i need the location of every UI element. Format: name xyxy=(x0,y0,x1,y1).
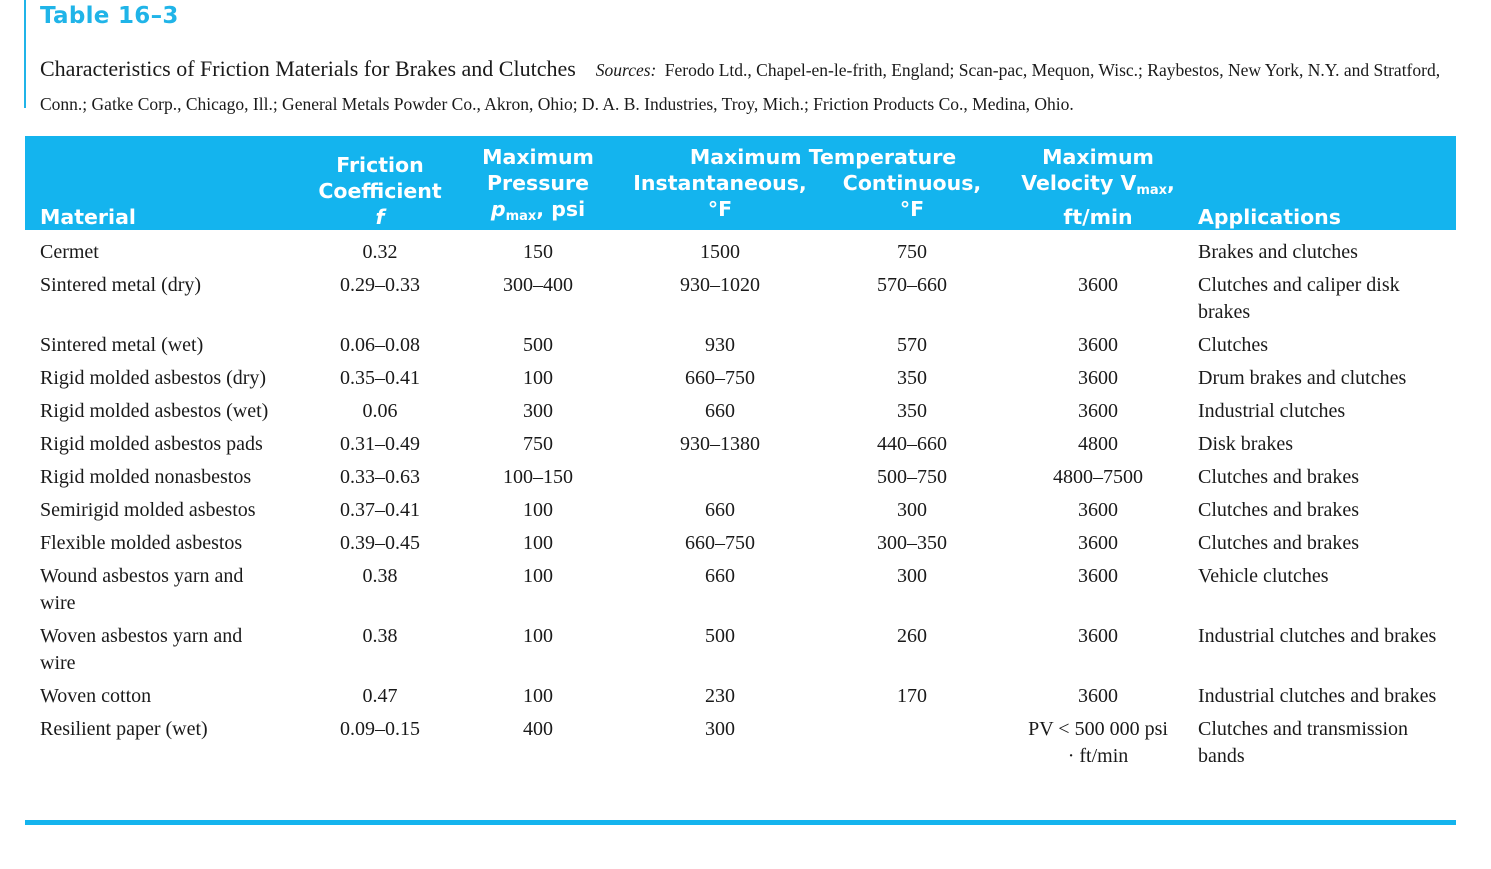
table-row xyxy=(25,230,1456,272)
cell-friction-text: 0.09–0.15 xyxy=(340,718,420,740)
friction-materials-table xyxy=(25,136,1456,776)
cell-velocity-text: 3600 xyxy=(1078,625,1119,647)
cell-friction-text: 0.33–0.63 xyxy=(340,466,420,488)
header-velocity xyxy=(1015,136,1181,230)
table-row xyxy=(25,272,1456,332)
cell-velocity-text: 3600 xyxy=(1078,565,1119,587)
cell-temp-instantaneous-text: 1500 xyxy=(700,241,740,263)
cell-application-text: Drum brakes and clutches xyxy=(1198,367,1407,389)
table-row xyxy=(25,530,1456,563)
cell-pressure-text: 500 xyxy=(523,334,553,356)
table-row xyxy=(25,623,1456,683)
cell-temp-continuous xyxy=(809,716,1015,776)
cell-application xyxy=(1181,530,1456,563)
cell-velocity xyxy=(1015,398,1181,431)
cell-application xyxy=(1181,683,1456,716)
header-temperature-group: Maximum Temperature xyxy=(631,136,1015,170)
cell-temp-continuous xyxy=(809,464,1015,497)
cell-application-text: Clutches and transmission bands xyxy=(1198,718,1408,767)
cell-friction-text: 0.06 xyxy=(362,400,398,422)
cell-pressure xyxy=(445,365,631,398)
cell-application-text: Clutches and brakes xyxy=(1198,466,1360,488)
cell-friction xyxy=(315,530,445,563)
cell-material xyxy=(25,716,315,776)
header-pressure-line2: Pressure xyxy=(486,171,590,195)
cell-pressure-text: 100 xyxy=(523,625,553,647)
header-velocity-unit: ft/min xyxy=(1063,205,1133,229)
cell-application-text: Industrial clutches xyxy=(1198,400,1346,422)
header-pressure-sub: max xyxy=(505,209,537,224)
cell-temp-instantaneous xyxy=(631,431,809,464)
table-row xyxy=(25,497,1456,530)
header-temp-continuous xyxy=(809,170,1015,230)
cell-temp-continuous xyxy=(809,683,1015,716)
cell-material xyxy=(25,530,315,563)
cell-application xyxy=(1181,563,1456,623)
header-friction-symbol: f xyxy=(375,205,385,229)
cell-temp-continuous xyxy=(809,230,1015,272)
cell-friction xyxy=(315,464,445,497)
cell-temp-continuous xyxy=(809,497,1015,530)
cell-temp-instantaneous xyxy=(631,497,809,530)
cell-temp-instantaneous-text: 660–750 xyxy=(685,367,755,389)
cell-pressure-text: 300 xyxy=(523,400,553,422)
cell-temp-instantaneous-text: 660 xyxy=(705,400,735,422)
cell-velocity-text: 3600 xyxy=(1078,400,1119,422)
cell-velocity xyxy=(1015,530,1181,563)
cell-friction-text: 0.38 xyxy=(362,565,398,587)
header-friction-line1: Friction xyxy=(336,153,424,177)
cell-temp-continuous xyxy=(809,332,1015,365)
header-pressure xyxy=(445,136,631,230)
cell-material xyxy=(25,230,315,272)
cell-temp-instantaneous-text: 930 xyxy=(705,334,735,356)
cell-temp-instantaneous xyxy=(631,365,809,398)
cell-temp-continuous-text: 300–350 xyxy=(877,532,947,554)
cell-friction-text: 0.29–0.33 xyxy=(340,274,420,296)
cell-application-text: Industrial clutches and brakes xyxy=(1198,685,1437,707)
cell-temp-instantaneous xyxy=(631,623,809,683)
cell-pressure xyxy=(445,272,631,332)
cell-friction xyxy=(315,497,445,530)
cell-friction xyxy=(315,431,445,464)
cell-temp-continuous xyxy=(809,398,1015,431)
table-row xyxy=(25,332,1456,365)
cell-material-text: Rigid molded nonasbestos xyxy=(40,466,252,488)
cell-temp-instantaneous xyxy=(631,272,809,332)
caption-sources-label: Sources: xyxy=(595,60,657,80)
cell-temp-instantaneous-text: 660 xyxy=(705,565,735,587)
cell-temp-instantaneous xyxy=(631,230,809,272)
cell-temp-continuous-text: 300 xyxy=(897,499,927,521)
cell-pressure xyxy=(445,530,631,563)
header-velocity-comma: , xyxy=(1167,171,1175,195)
cell-material-text: Cermet xyxy=(40,241,99,263)
cell-velocity xyxy=(1015,272,1181,332)
table-row xyxy=(25,716,1456,776)
cell-friction-text: 0.35–0.41 xyxy=(340,367,420,389)
cell-temp-continuous-text: 350 xyxy=(897,400,927,422)
cell-friction-text: 0.37–0.41 xyxy=(340,499,420,521)
cell-friction-text: 0.39–0.45 xyxy=(340,532,420,554)
cell-friction xyxy=(315,623,445,683)
cell-material-text: Sintered metal (wet) xyxy=(40,334,204,356)
cell-pressure-text: 100 xyxy=(523,499,553,521)
cell-material xyxy=(25,272,315,332)
cell-temp-instantaneous xyxy=(631,464,809,497)
cell-pressure-text: 100 xyxy=(523,532,553,554)
cell-pressure xyxy=(445,230,631,272)
cell-temp-instantaneous-text: 300 xyxy=(705,718,735,740)
cell-temp-instantaneous-text: 500 xyxy=(705,625,735,647)
cell-temp-continuous-text: 570–660 xyxy=(877,274,947,296)
header-material: Material xyxy=(25,136,315,230)
cell-velocity xyxy=(1015,716,1181,776)
cell-temp-continuous-text: 570 xyxy=(897,334,927,356)
cell-velocity xyxy=(1015,464,1181,497)
cell-application-text: Vehicle clutches xyxy=(1198,565,1329,587)
cell-velocity-text: 3600 xyxy=(1078,334,1119,356)
cell-application xyxy=(1181,365,1456,398)
cell-material xyxy=(25,398,315,431)
header-pressure-line3 xyxy=(445,196,631,230)
cell-velocity xyxy=(1015,497,1181,530)
table-body xyxy=(25,230,1456,776)
cell-application xyxy=(1181,464,1456,497)
cell-application-text: Disk brakes xyxy=(1198,433,1293,455)
header-velocity-label: Velocity V xyxy=(1021,171,1137,195)
header-velocity-sub: max xyxy=(1136,183,1168,198)
cell-friction xyxy=(315,716,445,776)
cell-temp-continuous xyxy=(809,530,1015,563)
cell-application-text: Clutches xyxy=(1198,334,1269,356)
cell-material xyxy=(25,563,315,623)
header-pressure-unit: , psi xyxy=(536,197,586,221)
header-temp-inst-unit: °F xyxy=(707,197,733,221)
cell-friction-text: 0.47 xyxy=(362,685,398,707)
cell-velocity-text: 3600 xyxy=(1078,532,1119,554)
cell-application xyxy=(1181,497,1456,530)
table-header xyxy=(25,136,1456,230)
cell-temp-instantaneous-text: 930–1020 xyxy=(680,274,760,296)
cell-temp-continuous-text: 440–660 xyxy=(877,433,947,455)
cell-material-text: Rigid molded asbestos (wet) xyxy=(40,400,269,422)
cell-velocity-text: 3600 xyxy=(1078,499,1119,521)
cell-friction-text: 0.38 xyxy=(362,625,398,647)
cell-temp-instantaneous xyxy=(631,563,809,623)
cell-pressure-text: 100 xyxy=(523,367,553,389)
cell-friction-text: 0.06–0.08 xyxy=(340,334,420,356)
cell-temp-continuous xyxy=(809,365,1015,398)
cell-material xyxy=(25,623,315,683)
cell-pressure-text: 750 xyxy=(523,433,553,455)
table-row xyxy=(25,563,1456,623)
cell-application xyxy=(1181,431,1456,464)
cell-material xyxy=(25,365,315,398)
header-pressure-line1: Maximum xyxy=(482,145,594,169)
table-row xyxy=(25,464,1456,497)
cell-pressure-text: 100–150 xyxy=(503,466,573,488)
cell-temp-continuous-text: 170 xyxy=(897,685,927,707)
cell-temp-instantaneous xyxy=(631,398,809,431)
header-temp-cont-label: Continuous, xyxy=(842,171,982,195)
cell-temp-continuous xyxy=(809,563,1015,623)
cell-friction xyxy=(315,563,445,623)
table-caption xyxy=(40,52,1460,121)
cell-temp-continuous xyxy=(809,623,1015,683)
cell-material-text: Rigid molded asbestos (dry) xyxy=(40,367,267,389)
cell-application xyxy=(1181,272,1456,332)
cell-material-text: Semirigid molded asbestos xyxy=(40,499,256,521)
cell-friction xyxy=(315,398,445,431)
cell-pressure xyxy=(445,716,631,776)
cell-material xyxy=(25,431,315,464)
cell-temp-continuous-text: 300 xyxy=(897,565,927,587)
cell-application-text: Clutches and caliper disk brakes xyxy=(1198,274,1400,323)
cell-temp-instantaneous-text: 930–1380 xyxy=(680,433,760,455)
cell-temp-instantaneous xyxy=(631,683,809,716)
cell-pressure-text: 100 xyxy=(523,685,553,707)
header-temp-inst-label: Instantaneous, xyxy=(633,171,807,195)
header-applications: Applications xyxy=(1181,136,1456,230)
cell-pressure-text: 150 xyxy=(523,241,553,263)
cell-temp-continuous-text: 260 xyxy=(897,625,927,647)
cell-velocity xyxy=(1015,365,1181,398)
cell-velocity-text: 4800 xyxy=(1078,433,1119,455)
cell-velocity xyxy=(1015,683,1181,716)
cell-friction-text: 0.32 xyxy=(362,241,398,263)
cell-friction xyxy=(315,230,445,272)
header-pressure-symbol: p xyxy=(490,197,506,221)
cell-application-text: Brakes and clutches xyxy=(1198,241,1358,263)
cell-temp-instantaneous xyxy=(631,716,809,776)
cell-friction-text: 0.31–0.49 xyxy=(340,433,420,455)
cell-material-text: Woven cotton xyxy=(40,685,152,707)
cell-pressure-text: 100 xyxy=(523,565,553,587)
cell-material xyxy=(25,683,315,716)
header-velocity-line1: Maximum xyxy=(1042,145,1154,169)
cell-pressure xyxy=(445,623,631,683)
header-friction-line2: Coefficient xyxy=(318,179,442,203)
cell-temp-continuous xyxy=(809,272,1015,332)
cell-pressure xyxy=(445,497,631,530)
cell-pressure xyxy=(445,398,631,431)
cell-temp-instantaneous-text: 660–750 xyxy=(685,532,755,554)
cell-velocity-text: 4800–7500 xyxy=(1053,466,1144,488)
cell-pressure xyxy=(445,683,631,716)
cell-temp-continuous-text: 750 xyxy=(897,241,927,263)
cell-temp-instantaneous xyxy=(631,332,809,365)
cell-application xyxy=(1181,230,1456,272)
cell-temp-continuous-text: 350 xyxy=(897,367,927,389)
cell-temp-instantaneous xyxy=(631,530,809,563)
cell-application xyxy=(1181,623,1456,683)
cell-friction xyxy=(315,332,445,365)
cell-material-text: Resilient paper (wet) xyxy=(40,718,208,740)
table-bottom-rule xyxy=(25,820,1456,825)
cell-application xyxy=(1181,332,1456,365)
cell-material-text: Woven asbestos yarn and wire xyxy=(40,625,243,674)
cell-pressure-text: 400 xyxy=(523,718,553,740)
table-row xyxy=(25,431,1456,464)
cell-velocity xyxy=(1015,563,1181,623)
cell-material xyxy=(25,464,315,497)
cell-velocity xyxy=(1015,431,1181,464)
cell-application-text: Clutches and brakes xyxy=(1198,499,1360,521)
cell-pressure xyxy=(445,563,631,623)
header-velocity-line2 xyxy=(1015,170,1181,204)
cell-friction xyxy=(315,683,445,716)
cell-pressure xyxy=(445,332,631,365)
cell-material-text: Sintered metal (dry) xyxy=(40,274,202,296)
cell-application-text: Clutches and brakes xyxy=(1198,532,1360,554)
cell-velocity xyxy=(1015,332,1181,365)
cell-velocity-text: PV < 500 000 psi · ft/min xyxy=(1028,718,1168,767)
cell-velocity-text: 3600 xyxy=(1078,274,1119,296)
cell-pressure-text: 300–400 xyxy=(503,274,573,296)
cell-material-text: Wound asbestos yarn and wire xyxy=(40,565,244,614)
cell-temp-instantaneous-text: 660 xyxy=(705,499,735,521)
cell-material-text: Rigid molded asbestos pads xyxy=(40,433,263,455)
caption-lead: Characteristics of Friction Materials for Brakes and Clutches xyxy=(40,56,576,81)
cell-velocity xyxy=(1015,623,1181,683)
cell-application xyxy=(1181,716,1456,776)
cell-velocity xyxy=(1015,230,1181,272)
cell-velocity-text: 3600 xyxy=(1078,685,1119,707)
cell-temp-continuous-text: 500–750 xyxy=(877,466,947,488)
cell-application xyxy=(1181,398,1456,431)
header-temp-instantaneous xyxy=(631,170,809,230)
cell-material xyxy=(25,497,315,530)
caption-sources: Ferodo Ltd., Chapel-en-le-frith, England; Scan-pac, Mequon, Wisc.; Raybestos, New York, N.Y. and Stratford, Conn.; Gatke Corp., Chicago, Ill.; General Metals Powder Co., Akron, Ohio; D. A. B. Industries, Troy, Mich.; Friction Products Co., Medina, Ohio. xyxy=(40,60,1441,114)
header-temp-cont-unit: °F xyxy=(899,197,925,221)
cell-material xyxy=(25,332,315,365)
table-row xyxy=(25,365,1456,398)
header-friction xyxy=(315,136,445,230)
cell-temp-instantaneous-text: 230 xyxy=(705,685,735,707)
cell-temp-continuous xyxy=(809,431,1015,464)
cell-pressure xyxy=(445,431,631,464)
table-row xyxy=(25,398,1456,431)
cell-friction xyxy=(315,272,445,332)
cell-friction xyxy=(315,365,445,398)
cell-velocity-text: 3600 xyxy=(1078,367,1119,389)
cell-material-text: Flexible molded asbestos xyxy=(40,532,243,554)
title-accent-rule xyxy=(24,0,26,108)
table-title: Table 16–3 xyxy=(40,3,179,29)
cell-application-text: Industrial clutches and brakes xyxy=(1198,625,1437,647)
cell-pressure xyxy=(445,464,631,497)
table-row xyxy=(25,683,1456,716)
